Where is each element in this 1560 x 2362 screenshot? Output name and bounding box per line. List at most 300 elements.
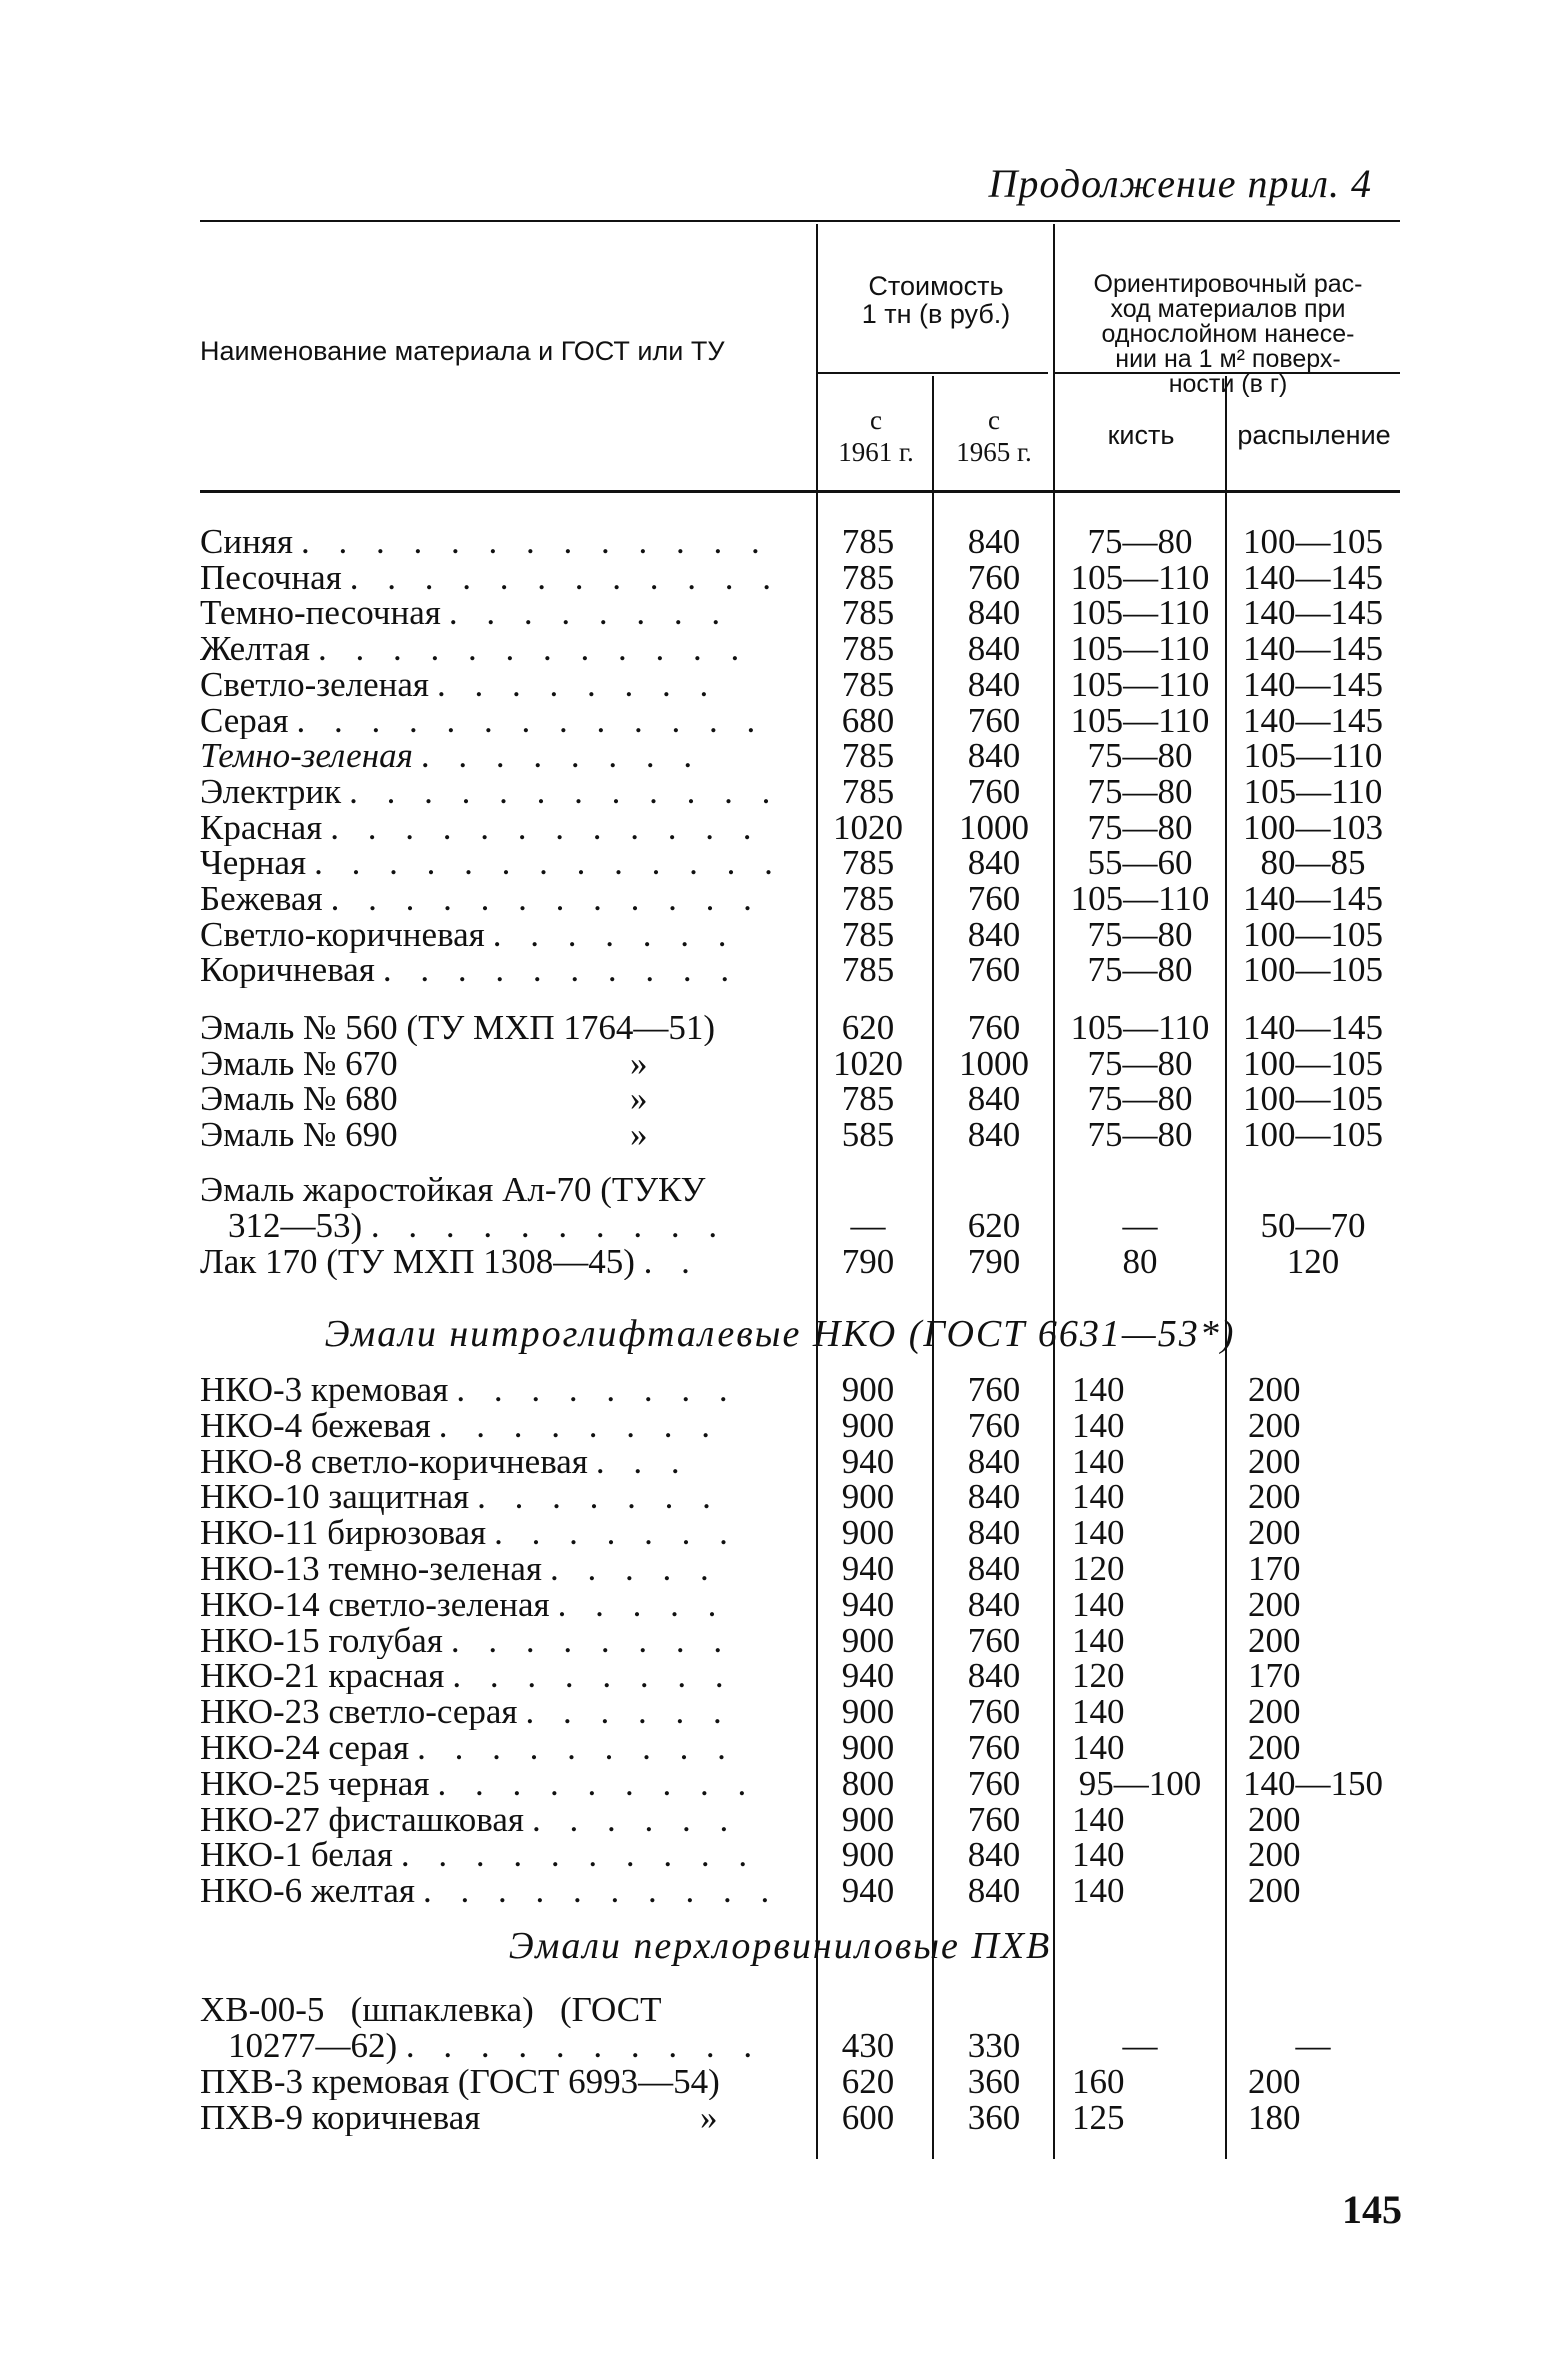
row-leader-dots: . . . . . . . .	[438, 1407, 721, 1444]
row-leader-dots: . . . . . . . . .	[437, 1765, 757, 1802]
row-name	[200, 1479, 800, 1515]
cell-cost-1961: 785	[841, 1079, 895, 1119]
row-name	[200, 1208, 800, 1244]
cell-brush: 140	[1072, 1728, 1125, 1767]
cell-brush: 140	[1072, 1871, 1125, 1911]
cell-brush: 105—110	[1070, 700, 1210, 740]
header-bottom-rule	[200, 490, 1400, 493]
cell-spray: 200	[1248, 1477, 1301, 1517]
table-row	[200, 1479, 1400, 1515]
cell-spray: 50—70	[1260, 1206, 1366, 1245]
row-name-text: Бежевая	[200, 881, 323, 917]
row-name-text: Светло-зеленая	[200, 666, 429, 703]
table-row	[200, 595, 1400, 631]
cell-cost-1961: 900	[841, 1477, 895, 1517]
cell-cost-1965: 840	[967, 843, 1021, 883]
cell-brush: 75—80	[1087, 522, 1193, 561]
cell-brush: 160	[1072, 2062, 1125, 2101]
cell-cost-1965: 760	[967, 1370, 1021, 1409]
cell-cost-1965: 760	[967, 1405, 1021, 1445]
cell-cost-1961: 900	[841, 1620, 895, 1660]
cell-spray: 100—105	[1243, 914, 1383, 954]
cell-cost-1965: 760	[967, 1008, 1021, 1047]
cell-brush: 105—110	[1070, 664, 1210, 704]
cell-cost-1961: 680	[841, 700, 895, 740]
row-name	[200, 738, 800, 774]
row-leader-dots: . . . . . . . . . . . .	[349, 559, 782, 596]
table-row	[200, 1584, 1400, 1624]
row-name	[200, 1010, 800, 1046]
cell-cost-1961: 940	[841, 1584, 895, 1624]
row-name	[200, 952, 800, 988]
row-name-text: Темно-зеленая	[200, 738, 413, 775]
row-name	[200, 1081, 800, 1117]
cell-cost-1961: 1020	[833, 807, 903, 847]
table-row	[200, 1837, 1400, 1873]
cell-cost-1965: 760	[967, 1692, 1021, 1732]
cell-cost-1961: 785	[841, 843, 895, 883]
cell-cost-1965: 1000	[959, 1043, 1029, 1083]
row-leader-dots: . . . . . . . . . . . .	[349, 773, 781, 810]
cell-cost-1965: 840	[967, 1115, 1021, 1155]
cell-cost-1961: 785	[841, 736, 895, 776]
cell-brush: 105—110	[1070, 557, 1210, 597]
cell-brush: 140	[1072, 1835, 1125, 1875]
cell-spray: 170	[1248, 1656, 1301, 1696]
header-top-rule	[200, 220, 1400, 222]
header-cost-1965	[934, 404, 1054, 468]
row-name	[200, 1244, 800, 1280]
row-name-text: НКО-10 защитная	[200, 1479, 470, 1516]
row-leader-dots: . . . . . . . . . .	[382, 952, 740, 989]
cell-cost-1965: 840	[967, 664, 1021, 704]
row-name	[200, 1658, 800, 1694]
cell-cost-1961: 600	[841, 2098, 895, 2137]
cell-cost-1965: 790	[967, 1242, 1021, 1281]
table-row	[200, 2100, 1400, 2136]
table-row	[200, 664, 1400, 704]
cell-cost-1961: 940	[841, 1656, 895, 1696]
cell-spray: 140—145	[1243, 629, 1383, 669]
cell-brush: 55—60	[1087, 843, 1193, 883]
cell-cost-1961: 785	[841, 522, 895, 561]
row-name-text: Желтая	[200, 631, 310, 668]
table-row	[200, 1043, 1400, 1083]
cell-spray: 105—110	[1243, 771, 1383, 811]
cell-spray: 200	[1248, 1692, 1301, 1732]
cell-cost-1965: 840	[967, 1656, 1021, 1696]
row-name	[200, 2100, 800, 2136]
row-name	[200, 703, 800, 739]
cell-brush: 120	[1072, 1656, 1125, 1696]
row-ditto-mark: »	[630, 1045, 648, 1082]
table-row	[200, 771, 1400, 811]
header-cost-1961	[818, 404, 934, 468]
row-leader-dots: . . . . . . .	[494, 1515, 738, 1552]
cell-spray: 100—105	[1243, 1043, 1383, 1083]
cell-cost-1961: 790	[841, 1242, 895, 1281]
cell-spray: 100—105	[1243, 950, 1383, 990]
cell-spray: 100—103	[1243, 807, 1383, 847]
cell-cost-1961: 620	[841, 1008, 895, 1047]
row-name: ХВ-00-5 (шпаклевка) (ГОСТ	[200, 1992, 662, 2028]
row-name	[200, 1873, 800, 1909]
cell-spray: 140—145	[1243, 1008, 1383, 1047]
row-leader-dots: . . . . . . .	[477, 1479, 721, 1516]
table-row	[200, 1551, 1400, 1587]
cell-spray: 100—105	[1243, 1079, 1383, 1119]
row-name-text: Эмаль № 670	[200, 1045, 398, 1082]
cell-cost-1961: 900	[841, 1370, 895, 1409]
row-name-text: Синяя	[200, 524, 294, 560]
cell-cost-1965: 760	[967, 771, 1021, 811]
cell-cost-1961: 785	[841, 879, 895, 918]
table-row	[200, 952, 1400, 988]
cell-spray: 180	[1248, 2098, 1301, 2137]
cell-cost-1961: 785	[841, 629, 895, 669]
cell-brush: 120	[1072, 1549, 1125, 1588]
cell-brush: 140	[1072, 1692, 1125, 1732]
cell-spray: 200	[1248, 1835, 1301, 1875]
cell-cost-1961: 900	[841, 1728, 895, 1767]
cell-cost-1965: 760	[967, 950, 1021, 990]
table-row	[200, 557, 1400, 597]
table-row	[200, 1117, 1400, 1153]
row-name	[200, 917, 800, 953]
cell-brush: 140	[1072, 1584, 1125, 1624]
cell-cost-1965: 760	[967, 1620, 1021, 1660]
row-ditto-mark: »	[630, 1117, 648, 1154]
cell-cost-1965: 360	[967, 2062, 1021, 2101]
row-name-text: Электрик	[200, 773, 342, 810]
cell-spray: 200	[1248, 1728, 1301, 1767]
row-leader-dots: . .	[643, 1244, 700, 1280]
cell-spray: 120	[1286, 1242, 1340, 1281]
row-name	[200, 1623, 800, 1659]
row-name-text: НКО-27 фисташковая	[200, 1801, 525, 1838]
cell-cost-1965: 840	[967, 1584, 1021, 1624]
cell-spray: 200	[1248, 1513, 1301, 1553]
cell-spray: 200	[1248, 1441, 1301, 1481]
row-leader-dots: . . . . . . .	[492, 916, 737, 953]
cell-cost-1961: 430	[841, 2026, 895, 2065]
cost-sub-rule	[818, 372, 1048, 374]
cell-cost-1965: 840	[967, 1513, 1021, 1553]
row-leader-dots: . . . . .	[550, 1551, 719, 1587]
row-name-text: Лак 170 (ТУ МХП 1308—45)	[200, 1244, 635, 1280]
row-name	[200, 845, 800, 881]
cell-cost-1961: 800	[841, 1763, 895, 1803]
table-row	[200, 1730, 1400, 1766]
row-name-text: Темно-песочная	[200, 595, 441, 632]
table-row	[200, 807, 1400, 847]
cell-cost-1961: 900	[841, 1405, 895, 1445]
table-row	[200, 1244, 1400, 1280]
cell-brush: 75—80	[1087, 1115, 1193, 1155]
cell-cost-1961: 785	[841, 914, 895, 954]
row-name	[200, 524, 800, 560]
cell-cost-1965: 330	[967, 2026, 1021, 2065]
row-name	[200, 667, 800, 703]
row-ditto-mark: »	[700, 2100, 718, 2136]
page-number: 145	[1342, 2187, 1402, 2232]
row-name-text: 10277—62)	[228, 2028, 398, 2064]
table-row	[200, 1372, 1400, 1408]
cell-cost-1965: 760	[967, 1799, 1021, 1839]
row-name-text: Коричневая	[200, 952, 375, 989]
cell-spray: 80—85	[1260, 843, 1366, 883]
cell-cost-1961: 940	[841, 1441, 895, 1481]
row-name: Эмаль жаростойкая Ал-70 (ТУКУ	[200, 1172, 706, 1208]
cell-brush: 95—100	[1078, 1763, 1202, 1803]
row-leader-dots: . . . . . . . . . . . . .	[296, 702, 766, 739]
cell-cost-1965: 840	[967, 1441, 1021, 1481]
table-row-line	[200, 1172, 1400, 1208]
cell-cost-1965: 840	[967, 1871, 1021, 1911]
header-consumption-line: ход материалов при	[1110, 295, 1346, 323]
cell-cost-1961: 900	[841, 1692, 895, 1732]
cell-brush: 140	[1072, 1405, 1125, 1445]
table-row	[200, 914, 1400, 954]
table-row	[200, 738, 1400, 774]
cell-brush: 140	[1072, 1477, 1125, 1517]
cell-brush: 105—110	[1070, 629, 1210, 669]
row-leader-dots: . . . . . . . .	[450, 1622, 733, 1659]
row-name-text: Эмаль № 560 (ТУ МХП 1764—51)	[200, 1010, 716, 1046]
row-name-text: НКО-25 черная	[200, 1765, 430, 1802]
cell-brush: 75—80	[1087, 736, 1193, 776]
cell-cost-1965: 840	[967, 1477, 1021, 1517]
cell-brush: 105—110	[1070, 593, 1210, 633]
row-name-text: НКО-11 бирюзовая	[200, 1515, 487, 1552]
cell-cost-1961: 585	[841, 1115, 895, 1155]
row-leader-dots: . . . . . . . . . .	[370, 1208, 728, 1244]
cell-brush: 140	[1072, 1513, 1125, 1553]
row-leader-dots: . . . . . . . .	[456, 1372, 738, 1408]
row-name	[200, 1766, 800, 1802]
table-row	[200, 1208, 1400, 1244]
row-name-text: НКО-23 светло-серая	[200, 1694, 518, 1731]
table-row	[200, 845, 1400, 881]
header-consumption	[1056, 272, 1400, 397]
row-name	[200, 1551, 800, 1587]
row-name	[200, 560, 800, 596]
cell-brush: 105—110	[1070, 879, 1210, 918]
cell-cost-1961: 620	[841, 2062, 895, 2101]
row-name	[200, 1515, 800, 1551]
cell-brush: 140	[1072, 1799, 1125, 1839]
table-row	[200, 631, 1400, 667]
row-name-text: Эмаль № 690	[200, 1117, 398, 1154]
cell-cost-1961: 900	[841, 1835, 895, 1875]
cell-brush: 75—80	[1087, 771, 1193, 811]
cell-cost-1965: 840	[967, 629, 1021, 669]
table-row	[200, 1441, 1400, 1481]
row-name-text: НКО-24 серая	[200, 1730, 410, 1766]
cell-cost-1961: 785	[841, 950, 895, 990]
cell-cost-1961: 940	[841, 1871, 895, 1911]
cell-spray: 105—110	[1243, 736, 1383, 776]
row-leader-dots: . . . . . . . . .	[417, 1730, 736, 1766]
row-leader-dots: . . . . . . . . . . . .	[317, 631, 750, 668]
header-cost-1961-line: 1961 г.	[838, 437, 914, 467]
cell-spray: 200	[1248, 2062, 1301, 2101]
table-row	[200, 2064, 1400, 2100]
row-leader-dots: . . . . . .	[532, 1801, 739, 1838]
row-name-text: Эмаль № 680	[200, 1081, 398, 1118]
header-consumption-line: нии на 1 м² поверх-	[1115, 345, 1341, 373]
row-name	[200, 881, 800, 917]
header-brush: кисть	[1107, 420, 1175, 450]
cell-spray: 140—145	[1243, 879, 1383, 918]
row-name-text: ПХВ-9 коричневая	[200, 2100, 481, 2136]
row-name	[200, 1372, 800, 1408]
table-row	[200, 524, 1400, 560]
cell-brush: 75—80	[1087, 914, 1193, 954]
cell-brush: —	[1122, 1206, 1158, 1245]
row-leader-dots: . . . . . . . .	[420, 738, 703, 775]
table-row	[200, 1081, 1400, 1117]
row-leader-dots: . . . . . . . .	[436, 666, 719, 703]
section-title-pxv: Эмали перхлорвиниловые ПХВ	[508, 1925, 1052, 1967]
row-name	[200, 1444, 800, 1480]
cell-cost-1965: 760	[967, 1763, 1021, 1803]
cell-brush: —	[1122, 2026, 1158, 2065]
table-row	[200, 1658, 1400, 1694]
cell-spray: 170	[1248, 1549, 1301, 1588]
row-name-text: Песочная	[200, 559, 342, 596]
continuation-label: Продолжение прил. 4	[988, 161, 1372, 206]
table-row	[200, 1873, 1400, 1909]
table-row	[200, 1405, 1400, 1445]
cell-spray: 140—145	[1243, 700, 1383, 740]
row-name	[200, 595, 800, 631]
row-name	[200, 1694, 800, 1730]
row-name-text: Красная	[200, 809, 323, 846]
cell-brush: 75—80	[1087, 1079, 1193, 1119]
header-cost-1965-line: 1965 г.	[956, 437, 1032, 467]
cell-cost-1965: 840	[967, 1549, 1021, 1588]
cell-cost-1965: 360	[967, 2098, 1021, 2137]
cell-cost-1961: 785	[841, 557, 895, 597]
cell-cost-1965: 840	[967, 522, 1021, 561]
header-cost-1961-line: с	[870, 405, 882, 435]
row-name	[200, 1046, 800, 1082]
cell-brush: 75—80	[1087, 1043, 1193, 1083]
cell-spray: 200	[1248, 1799, 1301, 1839]
row-leader-dots: . . . . . . . . . .	[423, 1873, 780, 1910]
row-name-text: НКО-4 бежевая	[200, 1407, 431, 1444]
cell-brush: 140	[1072, 1441, 1125, 1481]
row-name-text: Светло-коричневая	[200, 916, 485, 953]
row-name	[200, 1837, 800, 1873]
row-name	[200, 1802, 800, 1838]
row-name	[200, 631, 800, 667]
header-spray: распыление	[1237, 420, 1391, 450]
header-consumption-line: Ориентировочный рас-	[1093, 270, 1363, 298]
row-name-text: ПХВ-3 кремовая (ГОСТ 6993—54)	[200, 2064, 720, 2100]
cell-cost-1961: 785	[841, 771, 895, 811]
row-name-text: НКО-14 светло-зеленая	[200, 1586, 550, 1623]
row-leader-dots: . . . . . . . . . . . . .	[314, 845, 783, 882]
cell-brush: 140	[1072, 1370, 1125, 1409]
cell-spray: 100—105	[1243, 522, 1383, 561]
table-row	[200, 700, 1400, 740]
row-leader-dots: . . . . . . . . . .	[400, 1837, 758, 1874]
cell-cost-1961: 940	[841, 1549, 895, 1588]
table-row	[200, 1799, 1400, 1839]
cell-spray: 140—150	[1243, 1763, 1383, 1803]
cell-spray: 140—145	[1243, 664, 1383, 704]
cell-spray: 200	[1248, 1405, 1301, 1445]
row-name-text: НКО-8 светло-коричневая	[200, 1443, 588, 1480]
row-name	[200, 774, 800, 810]
cell-cost-1965: 840	[967, 593, 1021, 633]
cell-spray: 140—145	[1243, 593, 1383, 633]
cell-cost-1965: 760	[967, 700, 1021, 740]
row-leader-dots: . . . . . . . . . . . . .	[301, 524, 770, 560]
cell-cost-1965: 760	[967, 557, 1021, 597]
row-name-text: НКО-1 белая	[200, 1837, 393, 1874]
header-cost	[820, 272, 1052, 328]
cell-cost-1961: 1020	[833, 1043, 903, 1083]
cell-spray: 200	[1248, 1584, 1301, 1624]
row-name-text: 312—53)	[228, 1208, 363, 1244]
cell-spray: 140—145	[1243, 557, 1383, 597]
cell-cost-1965: 760	[967, 879, 1021, 918]
row-name	[200, 1587, 800, 1623]
row-ditto-mark: »	[630, 1081, 648, 1118]
cell-cost-1965: 760	[967, 1728, 1021, 1767]
table-row	[200, 1620, 1400, 1660]
row-leader-dots: . . . . . . . . . . . .	[330, 809, 762, 846]
cell-spray: 200	[1248, 1370, 1301, 1409]
row-name-text: НКО-15 голубая	[200, 1622, 443, 1659]
cell-cost-1965: 840	[967, 914, 1021, 954]
cell-cost-1965: 1000	[959, 807, 1029, 847]
table-row	[200, 2028, 1400, 2064]
row-name-text: НКО-3 кремовая	[200, 1372, 449, 1408]
row-name	[200, 1117, 800, 1153]
header-cost-line: Стоимость	[868, 271, 1004, 301]
cell-spray: 200	[1248, 1620, 1301, 1660]
table-row	[200, 1694, 1400, 1730]
row-name-text: НКО-6 желтая	[200, 1873, 416, 1910]
header-cost-line: 1 тн (в руб.)	[861, 299, 1011, 329]
cell-brush: 80	[1122, 1242, 1158, 1281]
row-name	[200, 2064, 800, 2100]
header-name-column: Наименование материала и ГОСТ или ТУ	[200, 336, 725, 366]
table-row	[200, 1515, 1400, 1551]
cell-spray: 100—105	[1243, 1115, 1383, 1155]
row-leader-dots: . . . . . . . . . .	[405, 2028, 763, 2064]
cell-brush: 75—80	[1087, 807, 1193, 847]
row-name-text: Черная	[200, 845, 307, 882]
row-leader-dots: . . . . . . . .	[448, 595, 731, 632]
row-name	[200, 1730, 800, 1766]
cell-cost-1965: 840	[967, 1835, 1021, 1875]
cell-cost-1961: 900	[841, 1799, 895, 1839]
row-leader-dots: . . . . .	[557, 1586, 727, 1623]
row-leader-dots: . . . . . . . . . . . .	[330, 881, 762, 917]
section-title-nko: Эмали нитроглифталевые НКО (ГОСТ 6631—53*)	[324, 1313, 1236, 1355]
header-cost-1965-line: с	[988, 405, 1000, 435]
header-consumption-line: ности (в г)	[1168, 370, 1288, 398]
row-leader-dots: . . . . . . . .	[452, 1658, 734, 1695]
cell-brush: 105—110	[1070, 1008, 1210, 1047]
cell-cost-1965: 840	[967, 736, 1021, 776]
cell-cost-1961: 900	[841, 1513, 895, 1553]
